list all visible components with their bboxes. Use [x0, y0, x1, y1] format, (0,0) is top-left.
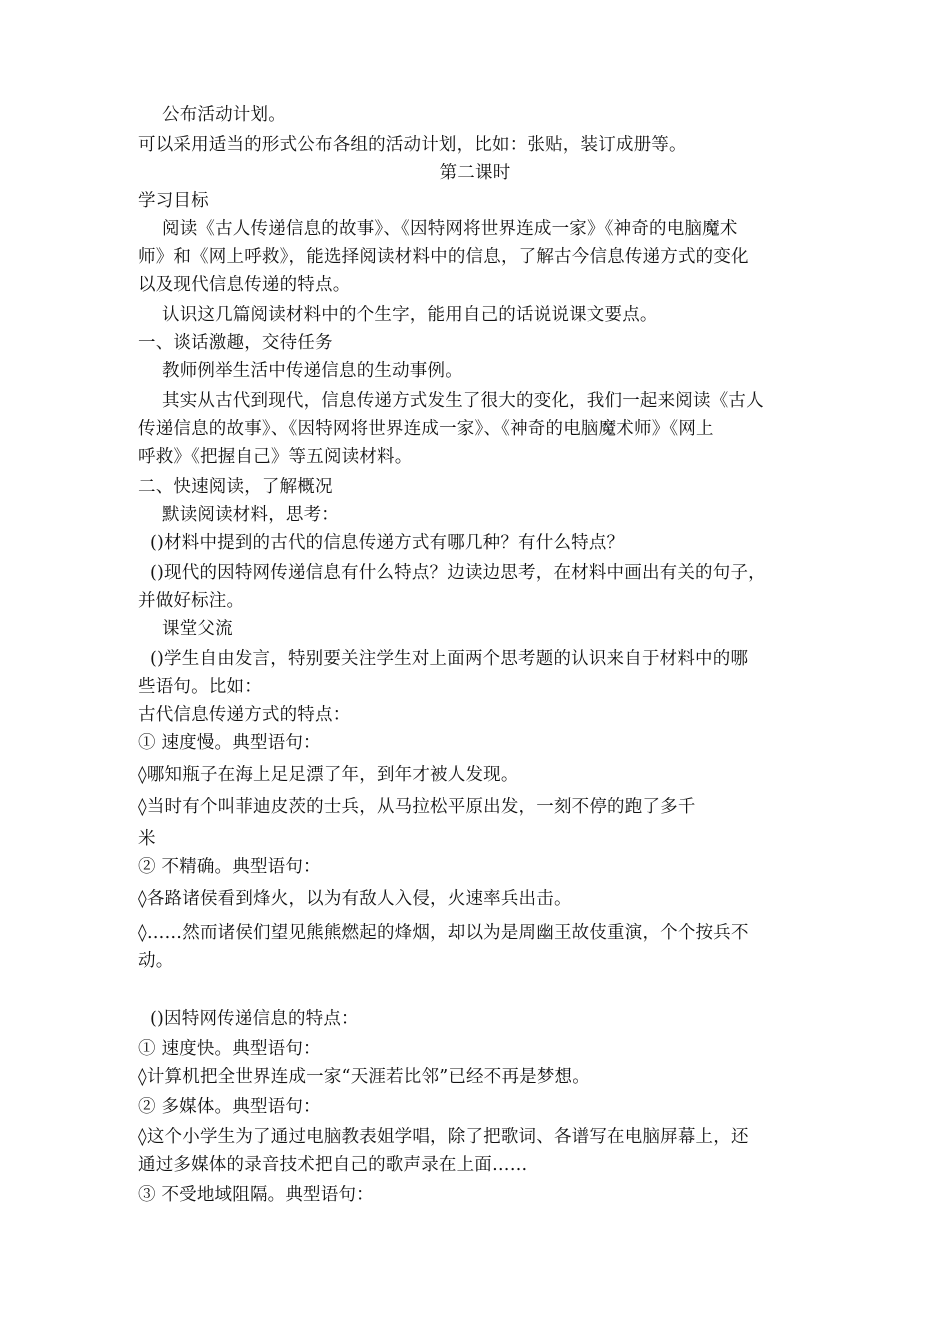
text-line: ()现代的因特网传递信息有什么特点？边读边思考，在材料中画出有关的句子，	[150, 563, 766, 583]
text-line: 古代信息传递方式的特点：	[138, 705, 351, 725]
quote-line: ◊当时有个叫菲迪皮茨的士兵，从马拉松平原出发，一刻不停的跑了多千	[138, 797, 696, 817]
text-line: ()因特网传递信息的特点：	[150, 1009, 359, 1029]
list-item: ① 速度快。典型语句：	[138, 1039, 321, 1059]
text-line: 公布活动计划。	[162, 105, 286, 125]
text-line: 认识这几篇阅读材料中的个生字，能用自己的话说说课文要点。	[162, 305, 658, 325]
text-line: 阅读《古人传递信息的故事》、《因特网将世界连成一家》《神奇的电脑魔术	[162, 219, 738, 239]
quote-line: ◊……然而诸侯们望见熊熊燃起的烽烟，却以为是周幽王故伎重演，个个按兵不	[138, 923, 749, 943]
list-item: ① 速度慢。典型语句：	[138, 733, 321, 753]
quote-line: ◊哪知瓶子在海上足足漂了年，到年才被人发现。	[138, 765, 519, 785]
list-item: ② 不精确。典型语句：	[138, 857, 321, 877]
quote-line: ◊各路诸侯看到烽火，以为有敌人入侵，火速率兵出击。	[138, 889, 572, 909]
section-heading: 二、快速阅读，了解概况	[138, 477, 333, 497]
section-heading: 第二课时	[439, 163, 511, 183]
text-line: 教师例举生活中传递信息的生动事例。	[162, 361, 463, 381]
quote-line: 动。	[138, 951, 174, 971]
text-line: 其实从古代到现代，信息传递方式发生了很大的变化，我们一起来阅读《古人	[162, 391, 764, 411]
section-heading: 一、谈话激趣，交待任务	[138, 333, 333, 353]
quote-line: 通过多媒体的录音技术把自己的歌声录在上面……	[138, 1155, 528, 1175]
text-line: ()材料中提到的古代的信息传递方式有哪几种？有什么特点？	[150, 533, 625, 553]
text-line: 课堂父流	[162, 619, 233, 639]
quote-line: ◊这个小学生为了通过电脑教表姐学唱，除了把歌词、各谱写在电脑屏幕上，还	[138, 1127, 749, 1147]
list-item: ③ 不受地域阻隔。典型语句：	[138, 1185, 374, 1205]
text-line: 默读阅读材料，思考：	[162, 505, 339, 525]
list-item: ② 多媒体。典型语句：	[138, 1097, 321, 1117]
text-line: ()学生自由发言，特别要关注学生对上面两个思考题的认识来自于材料中的哪	[150, 649, 749, 669]
quote-line: 米	[138, 829, 156, 849]
text-line: 可以采用适当的形式公布各组的活动计划，比如：张贴，装订成册等。	[138, 135, 687, 155]
text-line: 学习目标	[138, 191, 209, 211]
text-line: 以及现代信息传递的特点。	[138, 275, 351, 295]
text-line: 呼救》《把握自己》等五阅读材料。	[138, 447, 413, 467]
text-line: 并做好标注。	[138, 591, 245, 611]
quote-line: ◊计算机把全世界连成一家“天涯若比邻”已经不再是梦想。	[138, 1067, 590, 1087]
text-line: 传递信息的故事》、《因特网将世界连成一家》、《神奇的电脑魔术师》《网上	[138, 419, 714, 439]
text-line: 师》和《网上呼救》，能选择阅读材料中的信息，了解古今信息传递方式的变化	[138, 247, 749, 267]
text-line: 些语句。比如：	[138, 677, 262, 697]
